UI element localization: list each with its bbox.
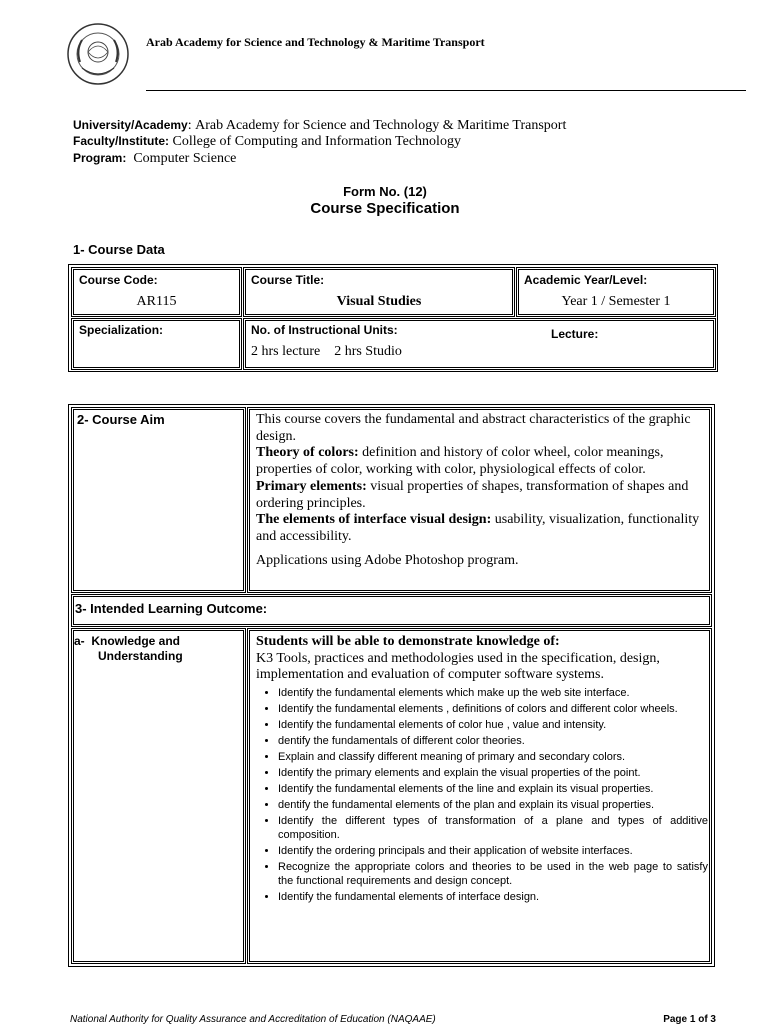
specialization-cell xyxy=(71,318,242,370)
footer-page-number: Page 1 of 3 xyxy=(663,1014,716,1025)
knowledge-bullet-item: • Identify the fundamental elements which make up the web site interface. xyxy=(278,686,708,700)
course-aim-text xyxy=(256,412,702,569)
academic-year-label: Academic Year/Level: xyxy=(524,273,648,287)
instructional-units-label: No. of Instructional Units: xyxy=(251,323,398,337)
course-data-heading: 1- Course Data xyxy=(73,242,165,257)
course-aim-label-cell xyxy=(71,407,246,593)
faculty-line xyxy=(73,134,461,150)
course-title-cell xyxy=(243,267,515,317)
ilo-heading: 3- Intended Learning Outcome: xyxy=(75,601,268,616)
primary-elements-label: Primary elements: xyxy=(256,478,367,494)
academic-year-cell xyxy=(516,267,716,317)
knowledge-label-cell xyxy=(71,628,246,964)
knowledge-k3: K3 Tools, practices and methodologies used in the specification, design, implementation and evaluation of computer software systems. xyxy=(256,650,660,682)
knowledge-label-line1: a- Knowledge and xyxy=(74,634,181,648)
knowledge-bullet-item: • Identify the fundamental elements of the line and explain its visual properties. xyxy=(278,782,708,796)
theory-of-colors xyxy=(256,445,702,478)
knowledge-bullet-item: • Identify the different types of transformation of a plane and types of additive composition. xyxy=(278,814,708,842)
lecture-label: Lecture: xyxy=(551,327,599,341)
program-line xyxy=(73,151,236,167)
page-footer xyxy=(70,1014,716,1025)
knowledge-bullet-list xyxy=(256,686,721,904)
course-aim-intro: This course covers the fundamental and abstract characteristics of the graphic design. xyxy=(256,412,691,444)
ilo-heading-cell xyxy=(71,594,712,627)
footer-text: National Authority for Quality Assurance and Accreditation of Education (NAQAAE) xyxy=(70,1014,436,1025)
knowledge-bullet-item: • dentify the fundamental elements of the plan and explain its visual properties. xyxy=(278,798,708,812)
academy-header-title: Arab Academy for Science and Technology & Maritime Transport xyxy=(146,35,485,49)
faculty-value: College of Computing and Information Technology xyxy=(172,134,461,149)
interface-elements-text: usability, visualization, functionality and accessibility. xyxy=(256,512,700,544)
form-number: Form No. (12) xyxy=(343,184,427,199)
theory-of-colors-text: definition and history of color wheel, color meanings, properties of color, working with color, physiological effects of color. xyxy=(256,445,664,478)
knowledge-label-line2: Understanding xyxy=(98,649,183,663)
course-title-value: Visual Studies xyxy=(336,294,422,309)
course-code-value: AR115 xyxy=(136,294,177,309)
knowledge-content-cell xyxy=(247,628,721,964)
knowledge-bullet-item: • Identify the ordering principals and their application of website interfaces. xyxy=(278,844,708,858)
instructional-units-value: 2 hrs lecture 2 hrs Studio xyxy=(251,344,402,359)
knowledge-bullet-item: • Identify the fundamental elements of interface design. xyxy=(278,890,708,904)
faculty-label: Faculty/Institute: xyxy=(73,134,170,148)
knowledge-bullet-item: • Identify the primary elements and explain the visual properties of the point. xyxy=(278,766,708,780)
interface-elements xyxy=(256,512,702,545)
knowledge-content xyxy=(256,634,721,906)
course-code-cell xyxy=(71,267,242,317)
knowledge-bullet-item: • Recognize the appropriate colors and theories to be used in the web page to satisfy the functional requirements and design concept. xyxy=(278,860,708,888)
knowledge-label xyxy=(74,634,183,664)
interface-elements-label: The elements of interface visual design: xyxy=(256,512,492,528)
university-value: Arab Academy for Science and Technology & Maritime Transport xyxy=(195,118,567,133)
course-code-label: Course Code: xyxy=(79,273,158,287)
specialization-label: Specialization: xyxy=(79,323,164,337)
program-value: Computer Science xyxy=(133,151,237,166)
course-title-label: Course Title: xyxy=(251,273,325,287)
form-title: Course Specification xyxy=(310,200,460,217)
instructional-units-cell xyxy=(243,318,716,370)
primary-elements xyxy=(256,479,702,512)
header-divider xyxy=(146,90,746,91)
applications-text: Applications using Adobe Photoshop program. xyxy=(256,552,519,568)
university-label: University/Academy xyxy=(73,118,188,132)
knowledge-bullet-item: • Identify the fundamental elements of color hue , value and intensity. xyxy=(278,718,708,732)
primary-elements-text: visual properties of shapes, transformation of shapes and ordering principles. xyxy=(256,478,689,511)
knowledge-intro: Students will be able to demonstrate knowledge of: xyxy=(256,634,560,649)
academy-seal-icon xyxy=(66,22,130,86)
academic-year-value: Year 1 / Semester 1 xyxy=(561,294,671,309)
course-aim-label: 2- Course Aim xyxy=(77,412,165,427)
knowledge-bullet-item: • Identify the fundamental elements , definitions of colors and different color wheels. xyxy=(278,702,708,716)
knowledge-bullet-item: • Explain and classify different meaning of primary and secondary colors. xyxy=(278,750,708,764)
program-label: Program: xyxy=(73,151,127,165)
course-aim-content-cell xyxy=(247,407,712,593)
theory-of-colors-label: Theory of colors: xyxy=(256,445,359,461)
university-line: University/Academy: Arab Academy for Science and Technology & Maritime Transport xyxy=(73,118,567,133)
knowledge-bullet-item: • dentify the fundamentals of different color theories. xyxy=(278,734,708,748)
